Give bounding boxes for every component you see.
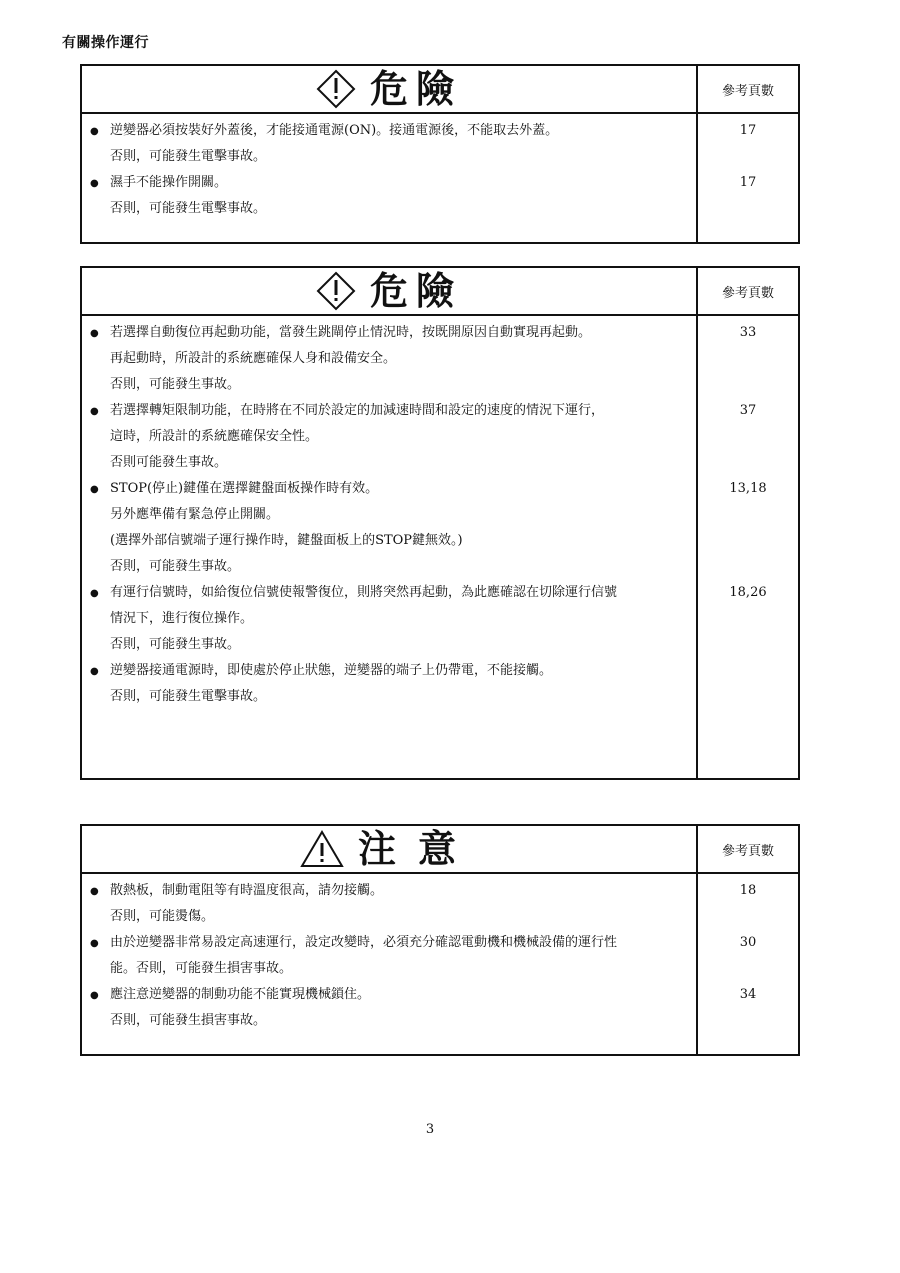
page-header: 有關操作運行 [62,35,149,51]
caution-box [80,824,800,1056]
ref-header: 參考頁數 [721,83,774,99]
ref-header: 參考頁數 [721,843,774,859]
item-line: 這時，所設計的系統應確保安全性。 [110,429,319,444]
item-text: 濕手不能操作開關。 [110,175,228,190]
ref-spacer [698,904,798,930]
ref-spacer [698,372,798,398]
box-header [82,268,798,316]
ref-value: 18,26 [729,585,767,600]
item-line [82,118,696,144]
item-text: 由於逆變器非常易設定高速運行，設定改變時，必須充分確認電動機和機械設備的運行性 [110,935,618,950]
ref-spacer [698,144,798,170]
list-item [82,658,696,710]
ref-value: 34 [739,987,757,1002]
box-title: 危險 [369,269,462,313]
box-body [82,114,798,242]
page-number: 3 [425,1122,435,1137]
item-line: 否則，可能發生事故。 [110,637,241,652]
item-line: 情況下，進行復位操作。 [110,611,254,626]
bullet-icon: ● [90,406,99,417]
item-text: 若選擇轉矩限制功能，在時將在不同於設定的加減速時間和設定的速度的情況下運行， [110,403,605,418]
item-line [82,658,696,684]
item-line [82,398,696,424]
item-line: 否則，可能發生損害事故。 [110,1013,267,1028]
item-line: 否則，可能發生電擊事故。 [110,201,267,216]
ref-spacer [698,528,798,554]
bullet-icon: ● [90,990,99,1001]
list-item [82,878,696,930]
item-text: 若選擇自動復位再起動功能，當發生跳閘停止情況時，按既開原因自動實現再起動。 [110,325,592,340]
danger-box-1 [80,64,800,244]
ref-spacer [698,450,798,476]
box-title: 危險 [369,67,462,111]
bullet-icon: ● [90,588,99,599]
item-list [82,114,698,242]
bullet-icon: ● [90,328,99,339]
item-line: 否則，可能燙傷。 [110,909,215,924]
bullet-icon: ● [90,126,99,137]
item-line: 否則，可能發生事故。 [110,377,241,392]
danger-box-2 [80,266,800,780]
list-item [82,930,696,982]
bullet-icon: ● [90,178,99,189]
title-cell [82,66,698,112]
item-text: 有運行信號時，如給復位信號使報警復位，則將突然再起動，為此應確認在切除運行信號 [110,585,618,600]
ref-value: 17 [739,175,757,190]
exclamation-diamond-icon [316,69,356,109]
item-line [82,320,696,346]
ref-spacer [698,346,798,372]
item-line: (選擇外部信號端子運行操作時，鍵盤面板上的STOP鍵無效。) [110,533,463,548]
item-line [82,170,696,196]
box-header [82,826,798,874]
ref-value: 13,18 [729,481,767,496]
ref-spacer [698,502,798,528]
box-header [82,66,798,114]
box-body [82,316,798,778]
ref-header: 參考頁數 [721,285,774,301]
item-line: 能。否則，可能發生損害事故。 [110,961,293,976]
ref-spacer [698,424,798,450]
item-text: STOP(停止)鍵僅在選擇鍵盤面板操作時有效。 [110,481,379,496]
item-line: 否則，可能發生事故。 [110,559,241,574]
ref-column [698,316,798,778]
item-line: 否則，可能發生電擊事故。 [110,149,267,164]
ref-value: 30 [739,935,757,950]
list-item [82,170,696,222]
ref-value: 33 [739,325,757,340]
list-item [82,982,696,1034]
item-list [82,316,698,778]
item-list [82,874,698,1054]
item-line [82,930,696,956]
item-line [82,878,696,904]
list-item [82,580,696,658]
item-line: 另外應準備有緊急停止開關。 [110,507,280,522]
ref-value: 37 [739,403,757,418]
item-line: 再起動時，所設計的系統應確保人身和設備安全。 [110,351,397,366]
item-line [82,580,696,606]
ref-column [698,114,798,242]
ref-value: 18 [739,883,757,898]
item-line: 否則可能發生事故。 [110,455,228,470]
item-line: 否則，可能發生電擊事故。 [110,689,267,704]
list-item [82,398,696,476]
exclamation-diamond-icon [316,271,356,311]
ref-spacer [698,956,798,982]
list-item [82,320,696,398]
item-text: 逆變器必須按裝好外蓋後，才能接通電源(ON)。接通電源後，不能取去外蓋。 [110,123,559,138]
ref-value: 17 [739,123,757,138]
bullet-icon: ● [90,938,99,949]
item-line [82,476,696,502]
list-item [82,476,696,580]
box-body [82,874,798,1054]
item-line [82,982,696,1008]
bullet-icon: ● [90,666,99,677]
list-item [82,118,696,170]
item-text: 逆變器接通電源時，即使處於停止狀態，逆變器的端子上仍帶電，不能接觸。 [110,663,553,678]
box-title: 注意 [357,827,478,871]
warning-triangle-icon [300,830,344,868]
ref-column [698,874,798,1054]
title-cell [82,826,698,872]
ref-spacer [698,554,798,580]
bullet-icon: ● [90,484,99,495]
bullet-icon: ● [90,886,99,897]
item-text: 散熱板，制動電阻等有時溫度很高，請勿接觸。 [110,883,384,898]
title-cell [82,268,698,314]
item-text: 應注意逆變器的制動功能不能實現機械鎖住。 [110,987,371,1002]
